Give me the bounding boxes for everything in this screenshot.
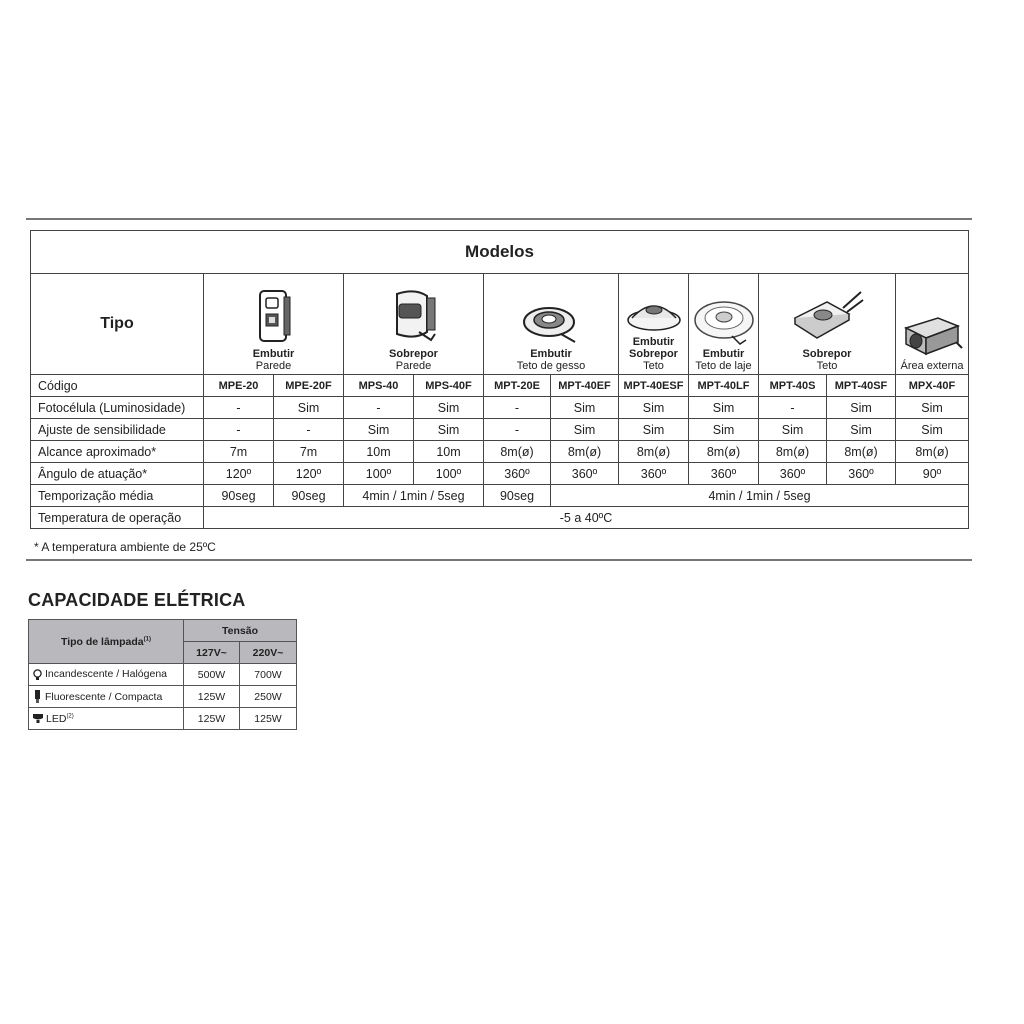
table-cell: 360º: [484, 463, 551, 485]
table-cell: -: [344, 397, 414, 419]
table-cell: 8m(ø): [484, 441, 551, 463]
table-cell: 8m(ø): [689, 441, 759, 463]
model-code: MPT-40SF: [827, 375, 896, 397]
models-title: Modelos: [31, 231, 969, 274]
table-cell: 10m: [344, 441, 414, 463]
capacity-table: [28, 619, 297, 730]
table-cell: 10m: [414, 441, 484, 463]
voltage-header: Tensão: [184, 620, 297, 642]
capacity-row: [29, 686, 297, 708]
table-cell: Sim: [759, 419, 827, 441]
type-ceiling-dome: [619, 274, 689, 375]
row-temperatura: [31, 507, 969, 529]
row-sensibilidade: [31, 419, 969, 441]
row-label: Ajuste de sensibilidade: [31, 419, 204, 441]
lamp-header-text: Tipo de lâmpada: [60, 635, 144, 648]
wall-flush-sensor-icon: [254, 288, 294, 346]
top-rule: [26, 218, 972, 220]
wall-surface-sensor-icon: [387, 288, 441, 346]
table-cell: 8m(ø): [619, 441, 689, 463]
type-ceiling-slab: [689, 274, 759, 375]
table-cell: 7m: [204, 441, 274, 463]
ceiling-surface-sensor-icon: [787, 288, 867, 346]
table-cell: -: [274, 419, 344, 441]
table-cell: 4min / 1min / 5seg: [344, 485, 484, 507]
model-code: MPS-40F: [414, 375, 484, 397]
table-cell: 125W: [240, 708, 297, 730]
row-fotocelula: [31, 397, 969, 419]
model-code: MPT-40LF: [689, 375, 759, 397]
table-cell: 7m: [274, 441, 344, 463]
type-name: Embutir Sobrepor: [629, 336, 678, 360]
type-name: Embutir: [530, 348, 572, 360]
lamp-type-cell: [29, 708, 184, 730]
type-wall-flush: [204, 274, 344, 375]
lamp-header-note: (1): [143, 636, 151, 642]
bottom-rule: [26, 559, 972, 561]
model-code: MPT-40ESF: [619, 375, 689, 397]
table-cell: Sim: [896, 419, 969, 441]
lamp-name: Incandescente / Halógena: [45, 668, 168, 681]
type-name: Sobrepor: [389, 348, 438, 360]
row-label: Fotocélula (Luminosidade): [31, 397, 204, 419]
table-cell: Sim: [551, 419, 619, 441]
table-cell: 125W: [184, 686, 240, 708]
table-cell: Sim: [414, 397, 484, 419]
lamp-note: (2): [66, 713, 74, 719]
voltage-220: 220V~: [240, 642, 297, 664]
row-label: Temporização média: [31, 485, 204, 507]
type-wall-surface: [344, 274, 484, 375]
row-alcance: [31, 441, 969, 463]
model-code: MPE-20F: [274, 375, 344, 397]
table-cell: Sim: [414, 419, 484, 441]
table-cell: 8m(ø): [827, 441, 896, 463]
type-ceiling-surface: [759, 274, 896, 375]
lamp-type-header: [29, 620, 184, 664]
capacity-row: [29, 708, 297, 730]
table-cell: 360º: [551, 463, 619, 485]
table-cell: -: [204, 419, 274, 441]
type-name: Embutir: [702, 348, 745, 360]
table-cell: Sim: [551, 397, 619, 419]
capacity-row: [29, 664, 297, 686]
table-cell: 90seg: [204, 485, 274, 507]
row-label: Código: [31, 375, 204, 397]
type-sub: Teto: [643, 360, 664, 372]
table-cell: 100º: [344, 463, 414, 485]
table-cell: 360º: [827, 463, 896, 485]
table-cell: 250W: [240, 686, 297, 708]
table-cell: 120º: [274, 463, 344, 485]
model-code: MPE-20: [204, 375, 274, 397]
section-title: CAPACIDADE ELÉTRICA: [28, 590, 246, 610]
row-label: Ângulo de atuação*: [31, 463, 204, 485]
type-sub: Teto de gesso: [516, 360, 586, 372]
table-cell: 8m(ø): [896, 441, 969, 463]
incandescent-bulb-icon: [33, 669, 42, 681]
type-ceiling-plaster: [484, 274, 619, 375]
table-cell: 120º: [204, 463, 274, 485]
table-cell: -: [204, 397, 274, 419]
type-sub: Parede: [395, 360, 432, 372]
type-sub: Teto: [816, 360, 838, 372]
table-cell: 90seg: [484, 485, 551, 507]
row-label: Alcance aproximado*: [31, 441, 204, 463]
table-cell: Sim: [689, 419, 759, 441]
table-cell: 500W: [184, 664, 240, 686]
type-sub: Parede: [255, 360, 292, 372]
footnote: * A temperatura ambiente de 25ºC: [34, 540, 216, 554]
table-cell: Sim: [827, 419, 896, 441]
row-angulo: [31, 463, 969, 485]
lamp-type-cell: [29, 664, 184, 686]
table-cell: 8m(ø): [551, 441, 619, 463]
table-cell: 90º: [896, 463, 969, 485]
table-cell: Sim: [344, 419, 414, 441]
lamp-name: LED: [46, 712, 67, 725]
table-cell: 100º: [414, 463, 484, 485]
table-cell: -: [484, 397, 551, 419]
ceiling-slab-sensor-icon: [692, 298, 756, 346]
table-cell: Sim: [619, 397, 689, 419]
type-name: Sobrepor: [802, 348, 852, 360]
lamp-type-cell: [29, 686, 184, 708]
table-cell: -: [484, 419, 551, 441]
ceiling-dome-sensor-icon: [626, 294, 682, 334]
fluorescent-bulb-icon: [33, 690, 42, 704]
table-cell: Sim: [827, 397, 896, 419]
type-header: Tipo: [31, 274, 204, 375]
table-cell: Sim: [896, 397, 969, 419]
table-cell: 90seg: [274, 485, 344, 507]
model-code: MPT-40EF: [551, 375, 619, 397]
table-cell: 4min / 1min / 5seg: [551, 485, 969, 507]
led-bulb-icon: [33, 713, 43, 724]
table-cell: Sim: [619, 419, 689, 441]
row-codigo: [31, 375, 969, 397]
model-code: MPX-40F: [896, 375, 969, 397]
type-outdoor: [896, 274, 969, 375]
table-cell: Sim: [689, 397, 759, 419]
model-code: MPT-20E: [484, 375, 551, 397]
table-cell: 700W: [240, 664, 297, 686]
table-cell: 360º: [619, 463, 689, 485]
voltage-127: 127V~: [184, 642, 240, 664]
table-cell: 8m(ø): [759, 441, 827, 463]
outdoor-sensor-icon: [900, 312, 964, 358]
row-label: Temperatura de operação: [31, 507, 204, 529]
table-cell: -5 a 40ºC: [204, 507, 969, 529]
model-code: MPS-40: [344, 375, 414, 397]
row-temporizacao: [31, 485, 969, 507]
table-cell: Sim: [274, 397, 344, 419]
type-sub: Área externa: [900, 360, 964, 372]
table-cell: 360º: [689, 463, 759, 485]
ceiling-flush-sensor-icon: [521, 302, 581, 346]
table-cell: 125W: [184, 708, 240, 730]
models-table: [30, 230, 969, 529]
model-code: MPT-40S: [759, 375, 827, 397]
type-name: Embutir: [252, 348, 295, 360]
table-cell: -: [759, 397, 827, 419]
type-sub: Teto de laje: [695, 360, 752, 372]
table-cell: 360º: [759, 463, 827, 485]
lamp-name: Fluorescente / Compacta: [45, 690, 163, 703]
